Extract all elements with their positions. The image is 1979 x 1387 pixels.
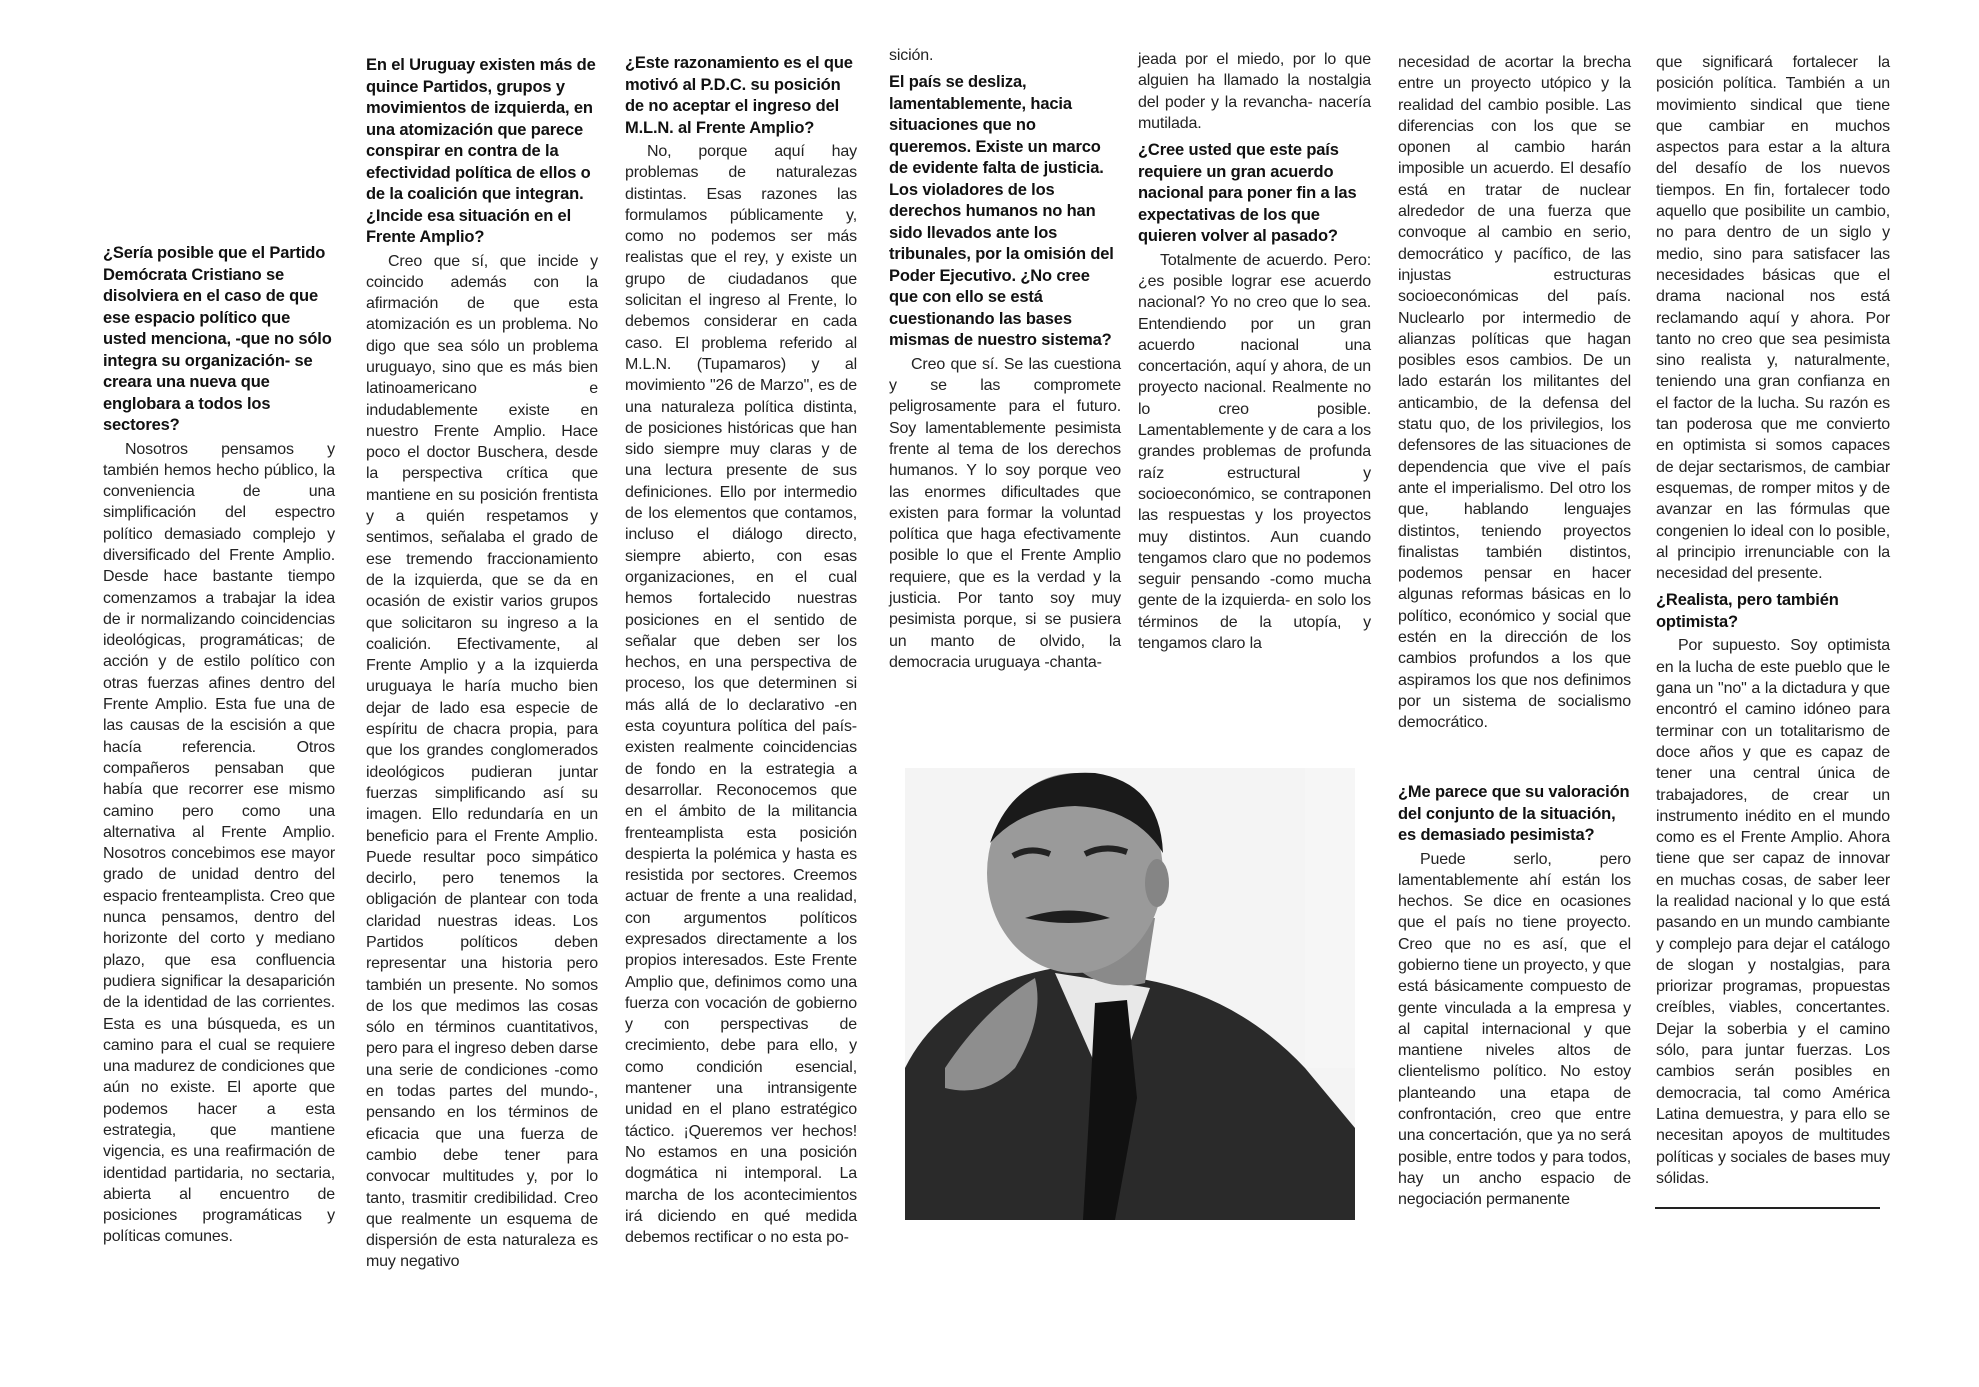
article-column-5 bbox=[1138, 49, 1371, 660]
interview-question: El país se desliza, lamentablemente, hacia situaciones que no queremos. Existe un marco de evidente falta de justicia. Los violadores de los derechos humanos no han sido llevados ante los tribunales, por la omisión del Poder Ejecutivo. ¿No cree que con ello se está cuestionando las bases mismas de nuestro sistema? bbox=[889, 73, 1114, 350]
interview-question: ¿Realista, pero también optimista? bbox=[1656, 591, 1839, 631]
interview-question: ¿Este razonamiento es el que motivó al P.D.C. su posición de no aceptar el ingreso del M.L.N. al Frente Amplio? bbox=[625, 54, 853, 137]
interview-answer: No, porque aquí hay problemas de naturalezas distintas. Esas razones las formulamos públicamente y, como no podemos ser más realistas que el rey, y existe un grupo de ciudadanos que solicitan el ingreso al Frente, lo debemos considerar en cada caso. El problema referido al M.L.N. (Tupamaros) y al movimiento "26 de Marzo", es de una naturaleza política distinta, de posiciones históricas que han sido siempre muy claras y de una lectura presente de sus definiciones. Ello por intermedio de los elementos que contamos, incluso el diálogo directo, siempre abierto, con esas organizaciones, en el cual hemos fortalecido nuestras posiciones en el sentido de señalar que deben ser los hechos, en una perspectiva de proceso, los que determinen si más allá de lo declarativo -en esta coyuntura política del país- existen realmente coincidencias de fondo en la estrategia a desarrollar. Reconocemos que en el ámbito de la militancia frenteamplista esta posición despierta la polémica y hasta es resistida por sectores. Creemos actuar de frente a una realidad, con argumentos políticos expresados directamente a los propios interesados. Este Frente Amplio que, definimos como una fuerza con vocación de gobierno y con perspectivas de crecimiento, debe para ello, y como condición esencial, mantener una intransigente unidad en el plano estratégico táctico. ¡Queremos ver hechos! No estamos en una posición dogmática ni intemporal. La marcha de los acontecimientos irá diciendo en qué medida debemos rectificar o no esta po- bbox=[625, 143, 857, 1247]
interview-answer: Puede serlo, pero lamentablemente ahí están los hechos. Se dice en ocasiones que el país no tiene proyecto. Creo que no es así, que el gobierno tiene un proyecto, y que está básicamente compuesto de gente vinculada a la empresa y al capital internacional y que mantiene niveles altos de clientelismo político. No estoy planteando una etapa de confrontación, creo que entre una concertación, que ya no será posible, entre todos y para todos, hay un ancho espacio de negociación permanente bbox=[1398, 850, 1631, 1209]
article-column-7 bbox=[1656, 52, 1890, 1195]
interview-answer: jeada por el miedo, por lo que alguien ha llamado la nostalgia del poder y la revancha- nacería mutilada. bbox=[1138, 51, 1371, 132]
interview-answer: Creo que sí, que incide y coincido además con la afirmación de que esta atomización es un problema. No digo que sea sólo un problema uruguayo, sino que es más bien latinoamericano e indudablemente existe en nuestro Frente Amplio. Hace poco el doctor Buschera, desde la perspectiva crítica que mantiene en su posición frentista y a quién respetamos y sentimos, señalaba el grado de ese tremendo fraccionamiento de la izquierda, que se da en ocasión de existir varios grupos que solicitaron su ingreso a la coalición. Efectivamente, al Frente Amplio y a la izquierda uruguaya le haría mucho bien dejar de lado esa especie de espíritu de chacra propia, para que los grandes conglomerados ideológicos pudieran juntar fuerzas simplificando así su imagen. Ello redundaría en un beneficio para el Frente Amplio. Puede resultar poco simpático decirlo, pero tenemos la obligación de plantear con toda claridad nuestras ideas. Los Partidos políticos deben representar una historia pero también un presente. No somos de los que medimos las cosas sólo en términos cuantitativos, pero para el ingreso deben darse una serie de condiciones -como en todas partes del mundo-, pensando en los términos de eficacia que una fuerza de cambio debe tener para convocar multitudes y, por lo tanto, trasmitir credibilidad. Creo que realmente un esquema de dispersión de esta naturaleza es muy negativo bbox=[366, 252, 598, 1271]
interview-answer: que significará fortalecer la posición política. También a un movimiento sindical que tiene que cambiar en muchos aspectos para estar a la altura del desafío de los nuevos tiempos. En fin, fortalecer todo aquello que posibilite un cambio, no para dentro de un siglo y medio, sino para satisfacer las necesidades básicas que el drama nacional nos está reclamando aquí y ahora. Por tanto no creo que sea pesimista sino realista y, naturalmente, teniendo una gran confianza en el factor de la lucha. Su razón es tan poderosa que me convierto en optimista si somos capaces de dejar sectarismos, de cambiar esquemas, de romper mitos y de avanzar en las fórmulas que congenien lo ideal con lo posible, al principio irrenunciable con la necesidad del presente. bbox=[1656, 54, 1890, 583]
article-column-6 bbox=[1398, 52, 1631, 740]
interview-answer: Totalmente de acuerdo. Pero: ¿es posible lograr ese acuerdo nacional? Yo no creo que lo sea. Entendiendo por un gran acuerdo nacional una concertación, aquí y ahora, de un proyecto nacional. Realmente no lo creo posible. Lamentablemente y de cara a los grandes problemas de profunda raíz estructural y socioeconómico, se contraponen las respuestas y los proyectos muy distintos. Aun cuando tengamos claro que no podemos seguir pensando -como mucha gente de la izquierda- en solo los términos de la utopía, y tengamos claro la bbox=[1138, 251, 1371, 653]
interview-answer: sición. bbox=[889, 47, 934, 64]
portrait-photo bbox=[905, 768, 1355, 1220]
portrait-man-in-suit-image bbox=[905, 768, 1355, 1220]
interview-question: ¿Sería posible que el Partido Demócrata Cristiano se disolviera en el caso de que ese espacio político que usted menciona, -que no sólo integra su organización- se creara una nueva que englobara a todos los sectores? bbox=[103, 244, 332, 434]
closing-rule bbox=[1655, 1207, 1880, 1209]
interview-answer: Nosotros pensamos y también hemos hecho público, la conveniencia de una simplificación del espectro político demasiado complejo y diversificado del Frente Amplio. Desde hace bastante tiempo comenzamos a trabajar la idea de ir normalizando coincidencias ideológicas, programáticas; de acción y de estilo político con otras fuerzas afines dentro del Frente Amplio. Esta fue una de las causas de la escisión a que hacía referencia. Otros compañeros pensaban que había que recorrer ese mismo camino pero como una alternativa al Frente Amplio. Nosotros concebimos ese mayor grado de unidad dentro del espacio frenteamplista. Creo que nunca pensamos, dentro del horizonte del corto y mediano plazo, que esa confluencia pudiera significar la desaparición de la identidad de las corrientes. Esta es una búsqueda, es un camino para el cual se requiere una madurez de condiciones que aún no existe. El aporte que podemos hacer a esta estrategia, que mantiene vigencia, es una reafirmación de identidad partidaria, no sectaria, abierta al encuentro de posiciones programáticas y políticas comunes. bbox=[103, 440, 335, 1246]
interview-answer: Por supuesto. Soy optimista en la lucha de este pueblo que le gana un "no" a la dictadura y que encontró el camino idóneo para terminar con un totalitarismo de doce años y que es capaz de tener una central única de trabajadores, de crear un instrumento inédito en el mundo como es el Frente Amplio. Ahora tiene que ser capaz de innovar en muchas cosas, de saber leer la realidad nacional y lo que está pasando en un mundo cambiante y complejo para dejar el catálogo de slogan y nostalgias, para priorizar programas, propuestas creíbles, viables, concertantes. Dejar la soberbia y el camino sólo, para juntar fuerzas. Los cambios serán posibles en democracia, tal como América Latina demuestra, y para ello se necesitan apoyos de multitudes políticas y sociales de bases muy sólidas. bbox=[1656, 637, 1890, 1187]
interview-answer: Creo que sí. Se las cuestiona y se las compromete peligrosamente para el futuro. Soy lamentablemente pesimista frente al tema de los derechos humanos. Y lo soy porque veo las enormes dificultades que existen para formar la voluntad política que haga efectivamente posible lo que el Frente Amplio requiere, que es la verdad y la justicia. Por tanto soy muy pesimista porque, si se pusiera un manto de olvido, la democracia uruguaya -chanta- bbox=[889, 355, 1121, 671]
interview-question: ¿Cree usted que este país requiere un gran acuerdo nacional para poner fin a las expectativas de los que quieren volver al pasado? bbox=[1138, 141, 1357, 246]
article-column-1 bbox=[103, 243, 335, 1254]
interview-question: ¿Me parece que su valoración del conjunto de la situación, es demasiado pesimista? bbox=[1398, 783, 1630, 844]
article-column-6-lower bbox=[1398, 782, 1631, 1217]
article-column-3 bbox=[625, 53, 857, 1254]
article-column-2 bbox=[366, 55, 598, 1279]
interview-question: En el Uruguay existen más de quince Partidos, grupos y movimientos de izquierda, en una atomización que parece conspirar en contra de la efectividad política de ellos o de la coalición que integran. ¿Incide esa situación en el Frente Amplio? bbox=[366, 56, 596, 246]
interview-answer: necesidad de acortar la brecha entre un proyecto utópico y la realidad del cambio posible. Las diferencias con los que se oponen al cambio harán imposible un acuerdo. El desafío está en tratar de nuclear alrededor de una fuerza que convoque al cambio en serio, democrático y pacífico, de las injustas estructuras socioeconómicas del país. Nuclearlo por intermedio de alianzas políticas que hagan posibles esos cambios. De un lado estarán los militantes del anticambio, de la defensa del statu quo, de los privilegios, los defensores de las situaciones de dependencia que vive el país ante el imperialismo. Del otro los que, hablando lenguajes distintos, teniendo proyectos finalistas también distintos, podemos pensar en hacer algunas reformas básicas en lo político, económico y social que estén en la dirección de los cambios profundos a los que aspiramos los que nos definimos por un sistema de socialismo democrático. bbox=[1398, 54, 1631, 732]
article-column-4 bbox=[889, 45, 1121, 679]
